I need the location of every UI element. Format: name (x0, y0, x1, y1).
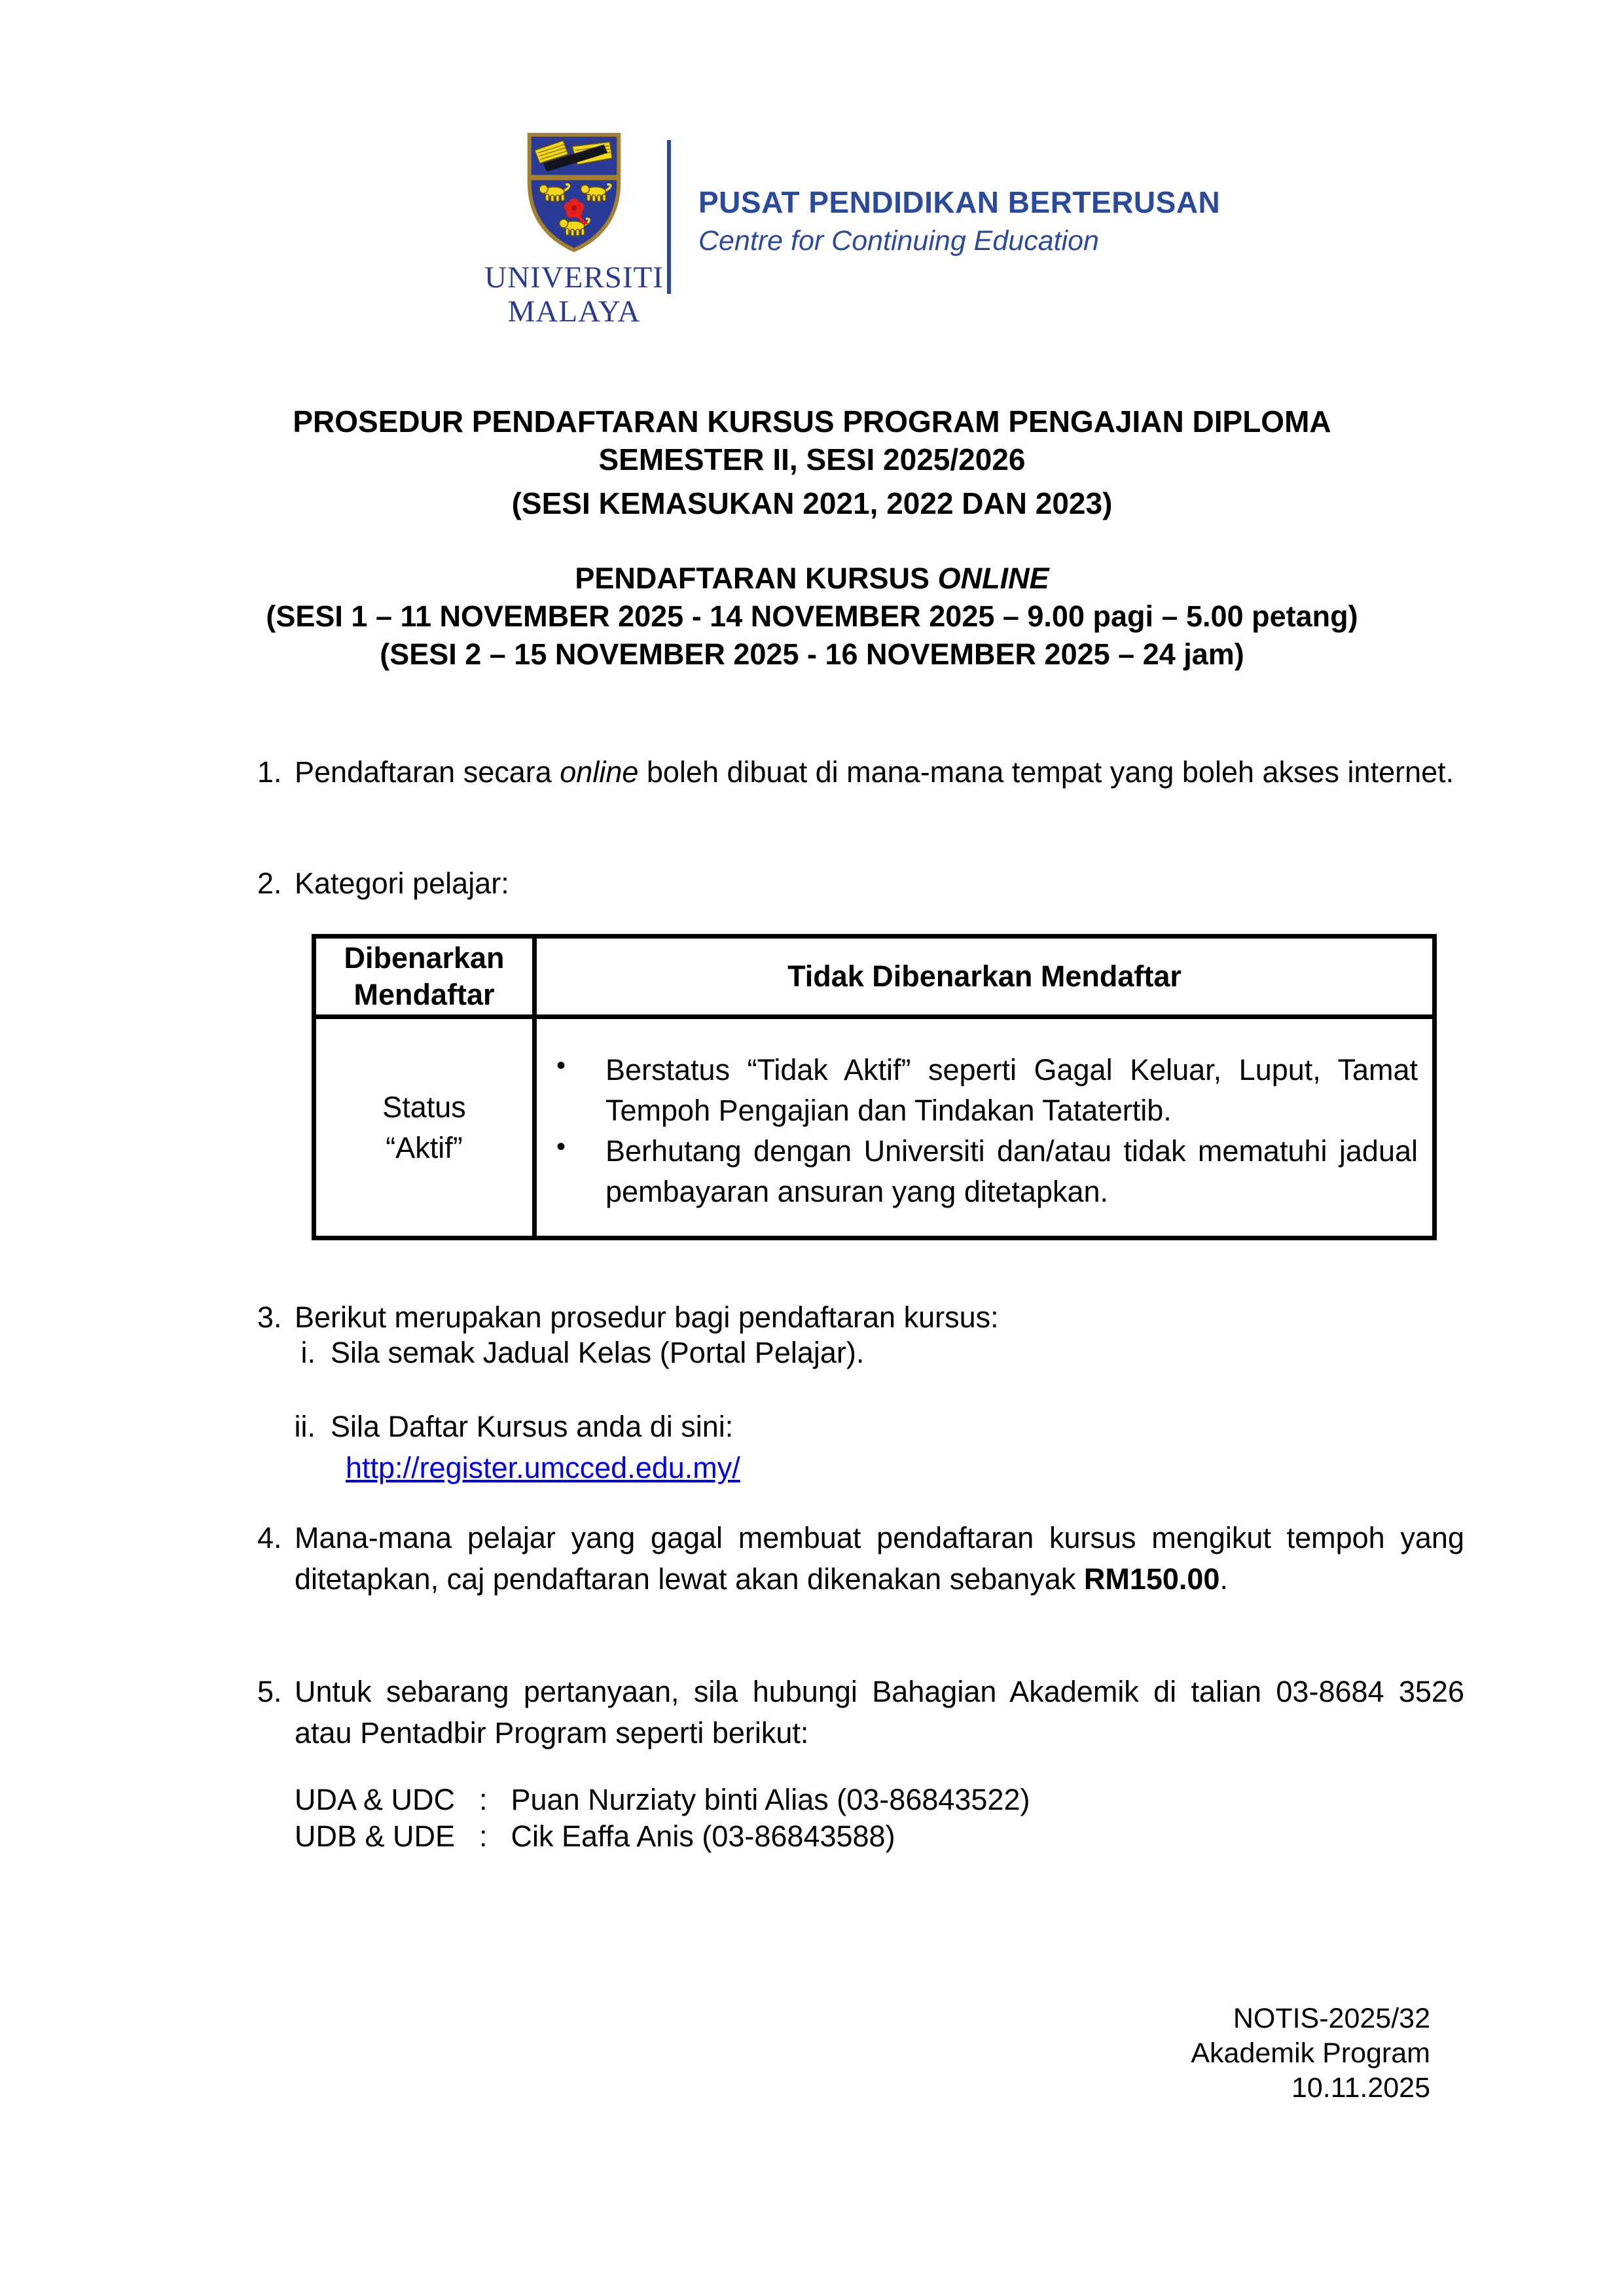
subtitle-line1-prefix: PENDAFTARAN KURSUS (575, 562, 938, 595)
list-item-1-text-after: boleh dibuat di mana-mana tempat yang boleh akses internet. (638, 755, 1454, 789)
subtitle-line2: (SESI 1 – 11 NOVEMBER 2025 - 14 NOVEMBER 2025 – 9.00 pagi – 5.00 petang) (266, 600, 1358, 633)
bullet-text: Berstatus “Tidak Aktif” seperti Gagal Keluar, Luput, Tamat Tempoh Pengajian dan Tindakan Tatatertib. (605, 1052, 1418, 1127)
register-link[interactable]: http://register.umcced.edu.my/ (346, 1451, 740, 1484)
list-item-5-text: Untuk sebarang pertanyaan, sila hubungi Bahagian Akademik di talian 03-8684 3526 atau Pentadbir Program seperti berikut: (295, 1675, 1464, 1749)
center-names (698, 185, 1220, 257)
contact-separator: : (479, 1820, 488, 1853)
list-item-4-text-before: Mana-mana pelajar yang gagal membuat pendaftaran kursus mengikut tempoh yang ditetapkan, caj pendaftaran lewat akan dikenakan sebanyak (295, 1521, 1464, 1596)
subtitle-line1-online: ONLINE (937, 562, 1049, 595)
center-name-english: Centre for Continuing Education (698, 225, 1099, 257)
list-number: 2. (257, 867, 282, 900)
footer-date: 10.11.2025 (1291, 2072, 1430, 2104)
university-logo (484, 131, 664, 329)
contact-program: UDA & UDC (295, 1783, 456, 1816)
table-cell-reasons (535, 1017, 1435, 1238)
sub-item-i (257, 1332, 1491, 1373)
title-line3: (SESI KEMASUKAN 2021, 2022 DAN 2023) (511, 486, 1113, 520)
status-line1: Status (382, 1090, 466, 1124)
contact-program: UDB & UDE (295, 1820, 456, 1853)
list-item-5 (257, 1671, 1464, 1753)
university-name-line1: UNIVERSITI (484, 260, 664, 295)
list-item-2-text: Kategori pelajar: (295, 867, 509, 900)
contact-detail: Cik Eaffa Anis (03-86843588) (511, 1820, 895, 1853)
header-divider (667, 140, 671, 294)
table-cell-status (314, 1017, 535, 1238)
subtitle-line1 (0, 560, 1624, 598)
list-item-1-italic: online (560, 755, 639, 789)
university-name (484, 260, 664, 329)
list-number: 5. (257, 1675, 282, 1708)
bullet-item (556, 1050, 1418, 1131)
sub-item-i-text: Sila semak Jadual Kelas (Portal Pelajar). (331, 1336, 865, 1369)
document-subtitle (0, 560, 1624, 673)
list-number: 3. (257, 1300, 282, 1334)
list-item-2 (257, 863, 1464, 904)
sub-item-ii-text: Sila Daftar Kursus anda di sini: (331, 1410, 734, 1443)
document-title (0, 403, 1624, 522)
list-item-3-text: Berikut merupakan prosedur bagi pendaftaran kursus: (295, 1300, 999, 1334)
contact-detail: Puan Nurziaty binti Alias (03-86843522) (511, 1783, 1030, 1816)
contact-row (295, 1818, 1030, 1855)
list-number: 4. (257, 1521, 282, 1554)
footer-department: Akademik Program (1191, 2037, 1430, 2069)
list-item-1 (257, 751, 1464, 793)
table-body-row (314, 1017, 1435, 1238)
university-name-line2: MALAYA (507, 295, 641, 329)
status-line2: “Aktif” (386, 1130, 463, 1164)
letterhead (484, 131, 1221, 329)
table-header-row (314, 937, 1435, 1017)
list-item-4-text-after: . (1219, 1562, 1228, 1596)
sub-item-ii (257, 1406, 1491, 1488)
table-header-not-allowed: Tidak Dibenarkan Mendaftar (535, 937, 1435, 1017)
sub-item-number: i. (300, 1336, 316, 1369)
table-header-allowed: Dibenarkan Mendaftar (314, 937, 535, 1017)
sub-item-number: ii. (294, 1410, 316, 1443)
list-number: 1. (257, 755, 282, 789)
contact-row (295, 1782, 1030, 1818)
bullet-text: Berhutang dengan Universiti dan/atau tidak mematuhi jadual pembayaran ansuran yang ditetapkan. (605, 1134, 1418, 1208)
title-line1: PROSEDUR PENDAFTARAN KURSUS PROGRAM PENGAJIAN DIPLOMA (293, 404, 1331, 439)
title-line2: SEMESTER II, SESI 2025/2026 (598, 442, 1026, 476)
late-fee-amount: RM150.00 (1083, 1562, 1220, 1596)
bullet-item (556, 1131, 1418, 1212)
bullet-icon: • (556, 1132, 566, 1161)
contact-list (295, 1782, 1030, 1855)
registration-table (312, 934, 1437, 1240)
footer (1191, 2001, 1430, 2106)
footer-reference: NOTIS-2025/32 (1233, 2003, 1430, 2034)
list-item-1-text-before: Pendaftaran secara (295, 755, 560, 789)
bullet-icon: • (556, 1050, 566, 1080)
university-crest-icon (525, 131, 623, 254)
list-item-4 (257, 1517, 1464, 1600)
subtitle-line3: (SESI 2 – 15 NOVEMBER 2025 - 16 NOVEMBER 2025 – 24 jam) (380, 637, 1244, 671)
center-name-malay: PUSAT PENDIDIKAN BERTERUSAN (698, 185, 1221, 219)
contact-separator: : (479, 1783, 488, 1816)
